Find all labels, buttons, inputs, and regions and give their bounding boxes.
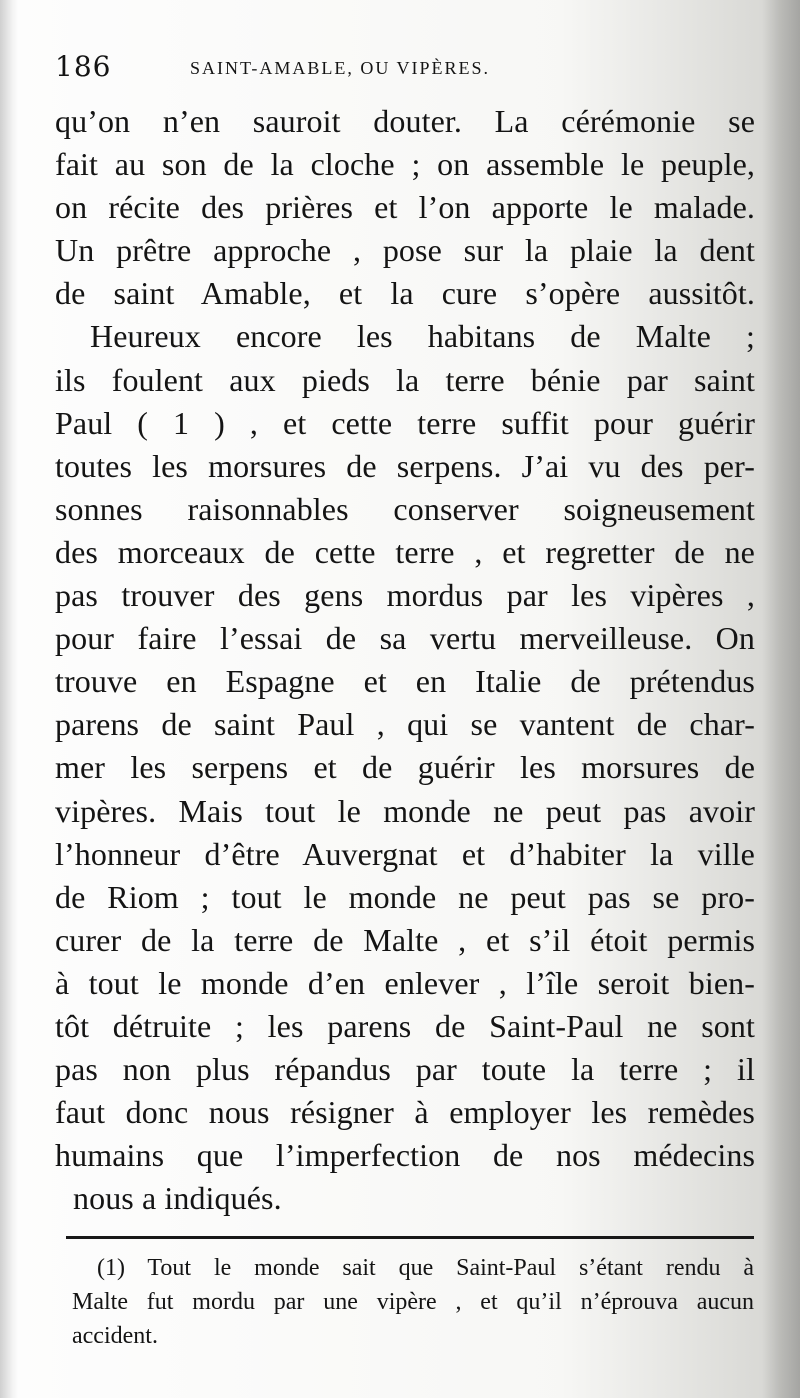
text-line: faut donc nous résigner à employer les remèdes xyxy=(55,1094,755,1131)
text-line: de saint Amable, et la cure s’opère aussitôt. xyxy=(55,275,755,312)
text-line: à tout le monde d’en enlever , l’île seroit bien- xyxy=(55,964,755,1001)
text-line: humains que l’imperfection de nos médecins xyxy=(55,1137,755,1174)
text-line: de Riom ; tout le monde ne peut pas se pro- xyxy=(55,878,755,915)
text-line: nous a indiqués. xyxy=(73,1180,282,1217)
page-edge-shadow xyxy=(762,0,800,1398)
text-line: trouve en Espagne et en Italie de prétendus xyxy=(55,663,755,700)
text-line: Paul ( 1 ) , et cette terre suffit pour guérir xyxy=(55,404,755,441)
text-line: pour faire l’essai de sa vertu merveilleuse. On xyxy=(55,620,755,657)
text-line: tôt détruite ; les parens de Saint-Paul ne sont xyxy=(55,1007,755,1044)
page-header xyxy=(55,50,745,92)
footnote-line: accident. xyxy=(72,1323,158,1349)
text-line: qu’on n’en sauroit douter. La cérémonie se xyxy=(55,103,755,139)
page-gutter-shadow xyxy=(0,0,18,1398)
text-line: curer de la terre de Malte , et s’il étoit permis xyxy=(55,921,755,958)
body-text xyxy=(55,100,755,1220)
text-line: Un prêtre approche , pose sur la plaie la dent xyxy=(55,232,755,269)
text-line: mer les serpens et de guérir les morsures de xyxy=(55,749,755,786)
footnote xyxy=(72,1251,754,1353)
page-number: 186 xyxy=(55,50,112,83)
text-line: ils foulent aux pieds la terre bénie par saint xyxy=(55,361,755,398)
footnote-line: (1) Tout le monde sait que Saint-Paul s’étant rendu à xyxy=(97,1255,754,1281)
text-line: toutes les morsures de serpens. J’ai vu des per- xyxy=(55,447,755,484)
text-line: Heureux encore les habitans de Malte ; xyxy=(90,318,755,355)
text-line: fait au son de la cloche ; on assemble le peuple, xyxy=(55,146,755,183)
text-line: parens de saint Paul , qui se vantent de char- xyxy=(55,706,755,743)
text-line: vipères. Mais tout le monde ne peut pas avoir xyxy=(55,792,755,829)
footnote-rule xyxy=(66,1236,754,1239)
text-line: pas non plus répandus par toute la terre ; il xyxy=(55,1051,755,1088)
text-line: des morceaux de cette terre , et regretter de ne xyxy=(55,533,755,570)
running-head: SAINT-AMABLE, OU VIPÈRES. xyxy=(190,58,491,78)
text-line: l’honneur d’être Auvergnat et d’habiter la ville xyxy=(55,835,755,872)
footnote-line: Malte fut mordu par une vipère , et qu’il n’éprouva aucun xyxy=(72,1289,754,1315)
text-line: sonnes raisonnables conserver soigneusement xyxy=(55,490,755,527)
text-line: on récite des prières et l’on apporte le malade. xyxy=(55,189,755,226)
text-line: pas trouver des gens mordus par les vipères , xyxy=(55,577,755,614)
